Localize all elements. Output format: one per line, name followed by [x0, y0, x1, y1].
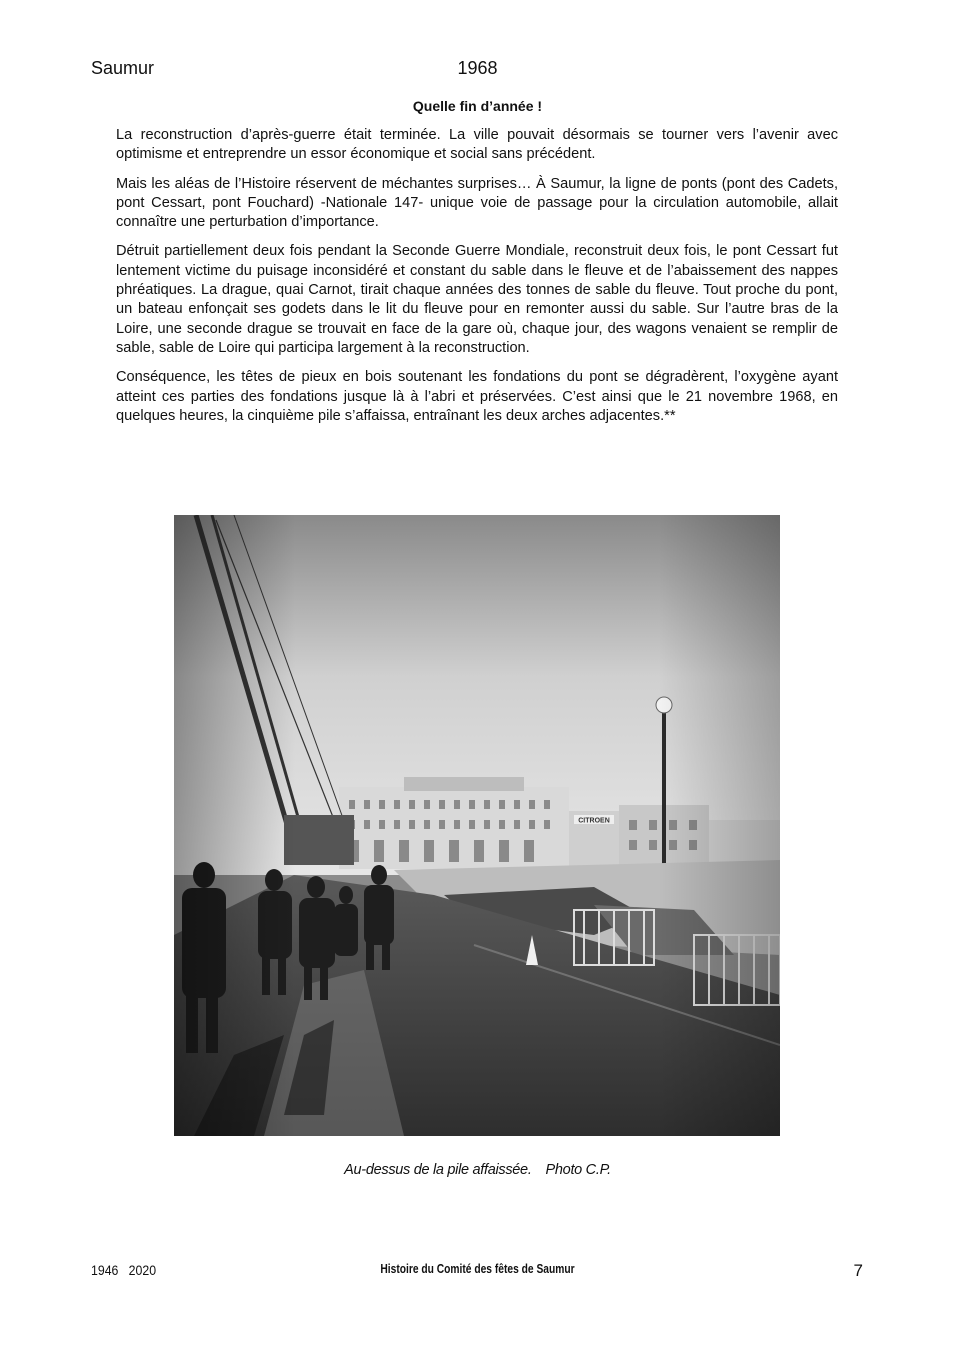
footer-years: 1946 2020	[91, 1262, 157, 1278]
header-city: Saumur	[91, 58, 155, 78]
paragraph-1: La reconstruction d’après-guerre était terminée. La ville pouvait désormais se tourner vers l’avenir avec optimisme et entreprendre un essor économique et social sans précédent.	[116, 127, 838, 163]
photo-caption	[0, 1162, 955, 1178]
article-body	[116, 126, 838, 436]
caption-text: Au-dessus de la pile affaissée.	[344, 1162, 532, 1178]
bridge-photo	[174, 515, 780, 1136]
paragraph-2: Mais les aléas de l’Histoire réservent de méchantes surprises… À Saumur, la ligne de ponts (pont des Cadets, pont Cessart, pont Fouchard) -Nationale 147- unique voie de passage pour la circulation automobile, allait connaître une perturbation d’importance.	[116, 175, 838, 231]
header-year: 1968	[457, 58, 498, 78]
paragraph-3: Détruit partiellement deux fois pendant la Seconde Guerre Mondiale, reconstruit deux fois, le pont Cessart fut lentement victime du puisage inconsidéré et constant du sable dans le fleuve et de l’abaissement des nappes phréatiques. La drague, quai Carnot, tirait chaque années des tonnes de sable du fleuve. Tout proche du pont, un bateau enfonçait ses godets dans le lit du fleuve pour en remonter aussi du sable. Sur l’autre bras de la Loire, une seconde drague se trouvait en face de la gare où, chaque jour, des wagons venaient se remplir de sable, sable de Loire qui participa largement à la reconstruction.	[116, 243, 838, 356]
article-title: Quelle fin d’année !	[412, 98, 543, 114]
footer-book-title: Histoire du Comité des fêtes de Saumur	[380, 1262, 575, 1276]
bridge-photo-illustration	[174, 515, 780, 1136]
photo-credit: Photo C.P.	[545, 1162, 611, 1178]
paragraph-4: Conséquence, les têtes de pieux en bois soutenant les fondations du pont se dégradèrent, l’oxygène ayant atteint ces parties des fondations jusque là à l’abri et préservées. C’est ainsi que le 21 novembre 1968, en quelques heures, la cinquième pile s’affaissa, entraînant les deux arches adjacentes.**	[116, 369, 838, 424]
page-number: 7	[853, 1261, 863, 1280]
